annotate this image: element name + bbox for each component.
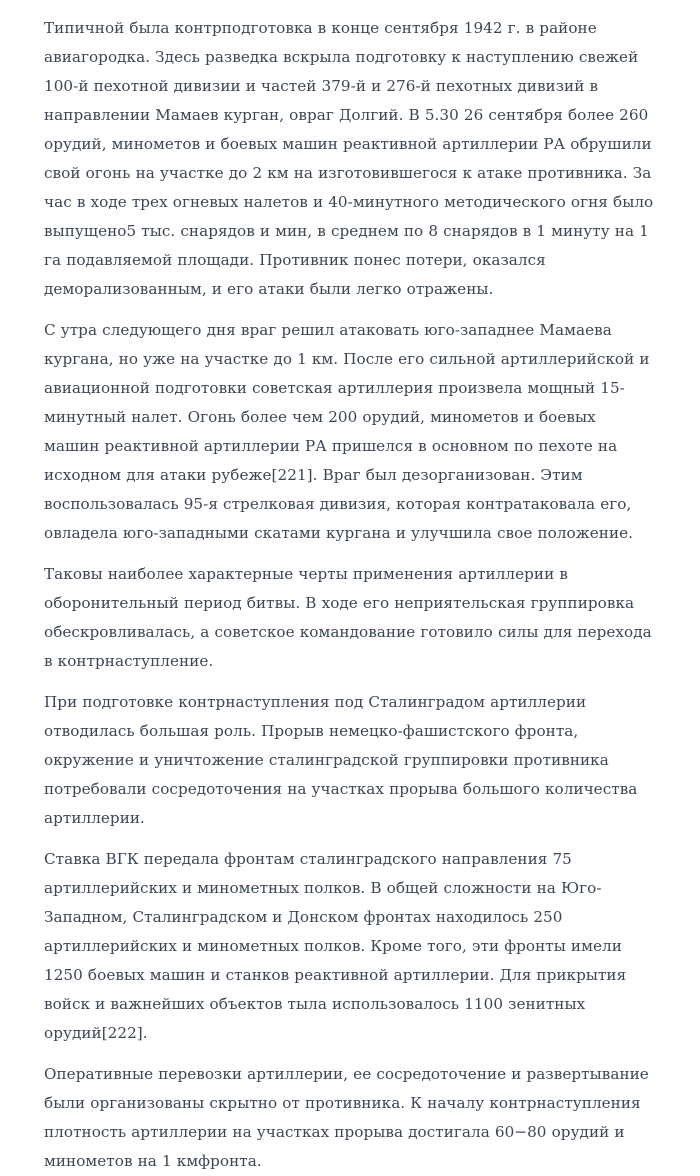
paragraph-1: Типичной была контрподготовка в конце сентября 1942 г. в районе авиагородка. Здесь разведка вскрыла подготовку к наступлению свежей 100-й пехотной дивизии и частей 379-й и 276-й пехотных дивизий в направлении Мамаев курган, овраг Долгий. В 5.30 26 сентября более 260 орудий, минометов и боевых машин реактивной артиллерии РА обрушили свой огонь на участке до 2 км на изготовившегося к атаке противника. За час в ходе трех огневых налетов и 40-минутного методического огня было выпущено5 тыс. снарядов и мин, в среднем по 8 снарядов в 1 минуту на 1 га подавляемой площади. Противник понес потери, оказался деморализованным, и его атаки были легко отражены. xyxy=(44,19,654,298)
paragraph-6: Оперативные перевозки артиллерии, ее сосредоточение и развертывание были организованы скрытно от противника. К началу контрнаступления плотность артиллерии на участках прорыва достигала 60−80 орудий и минометов на 1 кмфронта. xyxy=(44,1065,649,1170)
paragraph-5: Ставка ВГК передала фронтам сталинградского направления 75 артиллерийских и минометных полков. В общей сложности на Юго-Западном, Сталинградском и Донском фронтах находилось 250 артиллерийских и минометных полков. Кроме того, эти фронты имели 1250 боевых машин и станков реактивной артиллерии. Для прикрытия войск и важнейших объектов тыла использовалось 1100 зенитных орудий[222]. xyxy=(44,850,627,1042)
paragraph-4: При подготовке контрнаступления под Сталинградом артиллерии отводилась большая роль. Прорыв немецко-фашистского фронта, окружение и уничтожение сталинградской группировки противника потребовали сосредоточения на участках прорыва большого количества артиллерии. xyxy=(44,693,638,827)
paragraph-2: С утра следующего дня враг решил атаковать юго-западнее Мамаева кургана, но уже на участке до 1 км. После его сильной артиллерийской и авиационной подготовки советская артиллерия произвела мощный 15-минутный налет. Огонь более чем 200 орудий, минометов и боевых машин реактивной артиллерии РА пришелся в основном по пехоте на исходном для атаки рубеже[221]. Враг был дезорганизован. Этим воспользовалась 95-я стрелковая дивизия, которая контратаковала его, овладела юго-западными скатами кургана и улучшила свое положение. xyxy=(44,321,650,542)
paragraph-3: Таковы наиболее характерные черты применения артиллерии в оборонительный период битвы. В ходе его неприятельская группировка обескровливалась, а советское командование готовило силы для перехода в контрнаступление. xyxy=(44,565,652,670)
article-body xyxy=(44,14,656,1176)
